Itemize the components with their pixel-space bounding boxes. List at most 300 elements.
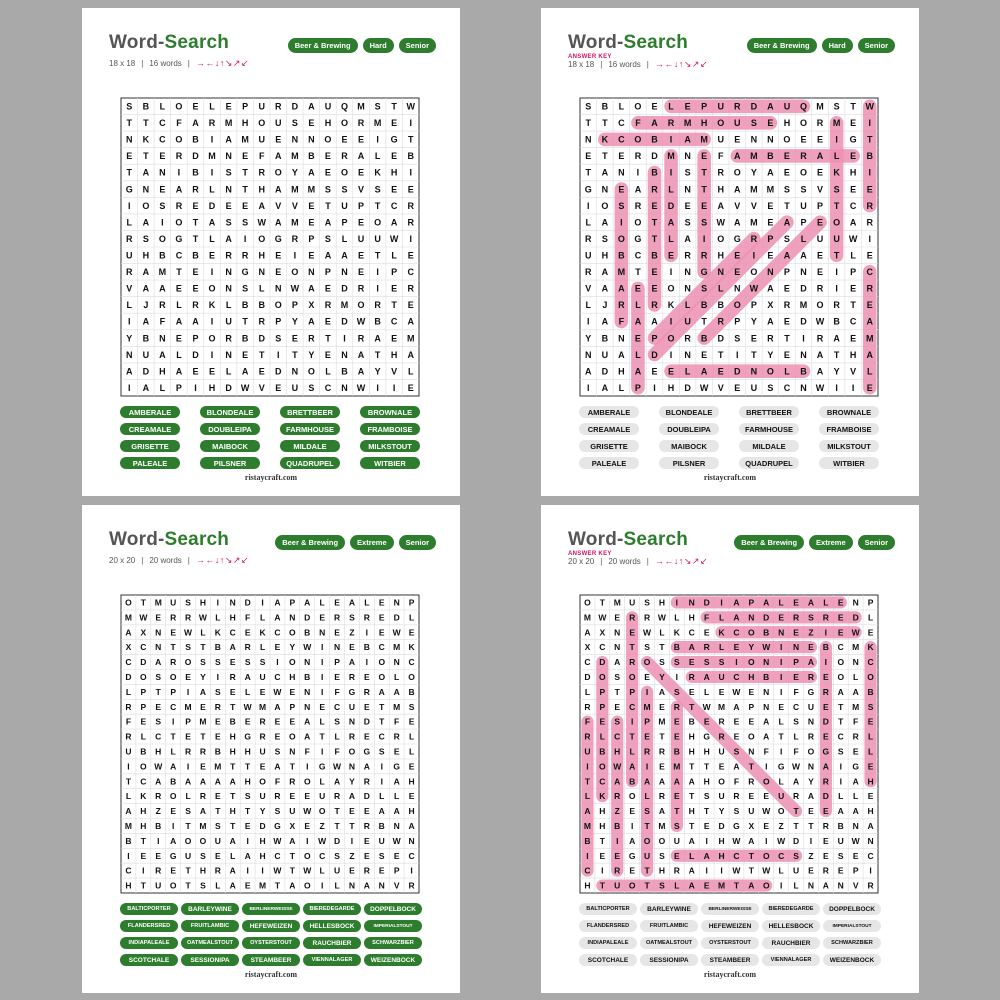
grid-letter: S bbox=[200, 657, 206, 668]
tag-hard: Hard bbox=[363, 38, 394, 53]
grid-letter: W bbox=[848, 233, 858, 244]
word-list-item: MILKSTOUT bbox=[360, 440, 420, 452]
word-list-item: BRETTBEER bbox=[280, 406, 340, 418]
word-list-item: OYSTERSTOUT bbox=[242, 937, 300, 949]
grid-letter: T bbox=[585, 167, 592, 178]
grid-letter: H bbox=[244, 746, 251, 757]
word-list-item: IMPERIALSTOUT bbox=[823, 920, 881, 932]
grid-letter: E bbox=[767, 200, 774, 211]
grid-letter: A bbox=[244, 672, 251, 683]
grid-letter: N bbox=[807, 880, 815, 891]
grid-letter: R bbox=[199, 791, 207, 802]
word-list-item: QUADRUPEL bbox=[280, 457, 340, 469]
grid-letter: K bbox=[142, 134, 150, 145]
grid-letter: E bbox=[358, 267, 365, 278]
grid-letter: S bbox=[800, 184, 807, 195]
grid-letter: E bbox=[823, 701, 829, 712]
grid-letter: T bbox=[793, 806, 799, 817]
grid-letter: I bbox=[365, 627, 369, 638]
grid-letter: T bbox=[185, 821, 191, 832]
grid-letter: I bbox=[409, 167, 412, 178]
grid-letter: I bbox=[587, 316, 590, 327]
grid-letter: G bbox=[318, 761, 326, 772]
grid-letter: W bbox=[318, 835, 327, 846]
word-list-item: MILDALE bbox=[280, 440, 340, 452]
grid-letter: I bbox=[210, 316, 214, 327]
grid-letter: E bbox=[408, 791, 415, 802]
grid-letter: S bbox=[225, 167, 232, 178]
grid-letter: E bbox=[215, 850, 221, 861]
grid-letter: N bbox=[225, 184, 232, 195]
grid-letter: V bbox=[585, 283, 592, 294]
grid-letter: E bbox=[155, 701, 162, 712]
grid-letter: E bbox=[867, 716, 874, 727]
word-list-item: FLANDERSRED bbox=[579, 920, 637, 932]
grid-letter: R bbox=[618, 300, 625, 311]
grid-letter: A bbox=[688, 835, 695, 846]
grid-letter: F bbox=[618, 316, 625, 327]
title-search: Search bbox=[623, 32, 689, 53]
grid-letter: L bbox=[126, 300, 133, 311]
separator: | bbox=[600, 557, 603, 566]
grid-letter: M bbox=[683, 118, 692, 129]
grid-letter: D bbox=[800, 283, 807, 294]
grid-letter: P bbox=[358, 200, 365, 211]
grid-letter: L bbox=[225, 300, 232, 311]
grid-letter: A bbox=[363, 761, 370, 772]
grid-letter: O bbox=[289, 657, 296, 668]
grid-letter: W bbox=[598, 612, 607, 623]
grid-letter: O bbox=[748, 657, 755, 668]
grid-letter: U bbox=[614, 880, 621, 891]
grid-letter: T bbox=[674, 806, 680, 817]
grid-letter: A bbox=[125, 806, 132, 817]
grid-letter: D bbox=[792, 835, 800, 846]
grid-letter: S bbox=[242, 217, 249, 228]
grid-letter: P bbox=[599, 686, 606, 697]
grid-letter: C bbox=[629, 701, 636, 712]
grid-letter: W bbox=[392, 627, 401, 638]
word-list-item: BERLINERWEISSE bbox=[242, 903, 300, 915]
grid-letter: M bbox=[673, 761, 681, 772]
grid-letter: A bbox=[348, 657, 356, 668]
grid-letter: F bbox=[394, 716, 400, 727]
grid-letter: E bbox=[192, 283, 199, 294]
word-list-item: WITBIER bbox=[360, 457, 420, 469]
grid-letter: A bbox=[229, 880, 236, 891]
grid-letter: I bbox=[586, 761, 589, 772]
grid-letter: I bbox=[128, 382, 131, 393]
grid-letter: W bbox=[273, 686, 282, 697]
grid-letter: E bbox=[800, 134, 807, 145]
grid-letter: O bbox=[303, 850, 311, 861]
grid-letter: L bbox=[391, 250, 397, 261]
title-word: Word bbox=[109, 529, 158, 550]
grid-letter: T bbox=[659, 731, 665, 742]
grid-letter: E bbox=[334, 597, 340, 608]
grid-letter: L bbox=[853, 791, 859, 802]
grid-letter: B bbox=[767, 151, 774, 162]
grid-letter: R bbox=[244, 642, 251, 653]
grid-letter: E bbox=[701, 151, 708, 162]
grid-letter: W bbox=[333, 761, 342, 772]
grid-letter: W bbox=[273, 835, 282, 846]
grid-letter: M bbox=[208, 151, 216, 162]
grid-letter: G bbox=[807, 686, 815, 697]
grid-letter: E bbox=[634, 333, 641, 344]
grid-letter: T bbox=[230, 761, 236, 772]
grid-size: 20 x 20 bbox=[568, 557, 595, 566]
grid-letter: N bbox=[852, 597, 859, 608]
grid-letter: O bbox=[762, 880, 770, 891]
grid-letter: Y bbox=[585, 333, 592, 344]
grid-letter: N bbox=[155, 627, 162, 638]
grid-letter: W bbox=[613, 761, 622, 772]
grid-letter: T bbox=[126, 118, 133, 129]
grid-letter: E bbox=[808, 865, 814, 876]
grid-letter: T bbox=[200, 731, 206, 742]
grid-letter: E bbox=[659, 761, 665, 772]
grid-letter: L bbox=[668, 233, 674, 244]
grid-letter: W bbox=[865, 101, 874, 112]
grid-letter: G bbox=[733, 233, 741, 244]
grid-letter: E bbox=[215, 716, 221, 727]
grid-letter: W bbox=[243, 701, 252, 712]
grid-letter: A bbox=[274, 761, 281, 772]
grid-letter: A bbox=[333, 776, 341, 787]
grid-letter: A bbox=[634, 184, 642, 195]
grid-letter: E bbox=[767, 250, 774, 261]
grid-letter: O bbox=[833, 217, 841, 228]
grid-letter: I bbox=[127, 850, 130, 861]
grid-letter: Y bbox=[750, 167, 757, 178]
grid-letter: K bbox=[214, 627, 221, 638]
grid-letter: A bbox=[601, 283, 609, 294]
grid-letter: I bbox=[587, 382, 590, 393]
grid-letter: D bbox=[142, 366, 150, 377]
grid-letter: R bbox=[170, 612, 177, 623]
grid-letter: U bbox=[816, 233, 824, 244]
grid-letter: C bbox=[274, 672, 281, 683]
grid-letter: G bbox=[274, 821, 281, 832]
grid-letter: H bbox=[700, 118, 708, 129]
grid-letter: O bbox=[733, 300, 741, 311]
grid-letter: W bbox=[732, 686, 741, 697]
grid-letter: U bbox=[601, 349, 609, 360]
grid-letter: I bbox=[835, 267, 838, 278]
grid-letter: R bbox=[634, 151, 642, 162]
word-count: 20 words bbox=[149, 556, 182, 565]
grid-letter: Y bbox=[259, 806, 266, 817]
grid-letter: A bbox=[634, 366, 642, 377]
grid-letter: O bbox=[274, 300, 282, 311]
grid-letter: R bbox=[126, 233, 133, 244]
word-list-item: BLONDEALE bbox=[200, 406, 260, 418]
grid-letter: P bbox=[748, 597, 755, 608]
grid-letter: A bbox=[601, 217, 609, 228]
grid-letter: R bbox=[585, 233, 592, 244]
grid-letter: N bbox=[348, 761, 356, 772]
grid-letter: E bbox=[391, 184, 398, 195]
grid-letter: L bbox=[784, 366, 790, 377]
grid-letter: V bbox=[734, 200, 741, 211]
grid-letter: T bbox=[140, 597, 146, 608]
grid-letter: V bbox=[275, 200, 282, 211]
grid-letter: D bbox=[651, 349, 658, 360]
word-list-item: FLANDERSRED bbox=[120, 920, 178, 932]
grid-letter: D bbox=[750, 101, 758, 112]
grid-letter: L bbox=[325, 366, 331, 377]
grid-letter: E bbox=[358, 217, 365, 228]
grid-letter: W bbox=[716, 217, 725, 228]
tag-beer-brewing: Beer & Brewing bbox=[275, 535, 345, 550]
grid-letter: R bbox=[816, 283, 824, 294]
grid-letter: H bbox=[259, 835, 266, 846]
grid-letter: G bbox=[703, 731, 710, 742]
grid-letter: T bbox=[185, 880, 191, 891]
grid-letter: H bbox=[241, 118, 249, 129]
word-list-item: WITBIER bbox=[819, 457, 879, 469]
grid-letter: M bbox=[865, 333, 874, 344]
grid-letter: T bbox=[599, 835, 605, 846]
grid-letter: P bbox=[391, 267, 398, 278]
grid-letter: T bbox=[689, 701, 695, 712]
grid-letter: O bbox=[777, 806, 785, 817]
grid-letter: D bbox=[584, 672, 591, 683]
grid-letter: L bbox=[140, 731, 146, 742]
grid-letter: N bbox=[852, 821, 859, 832]
grid-letter: O bbox=[378, 672, 386, 683]
grid-letter: E bbox=[378, 597, 385, 608]
grid-letter: A bbox=[734, 217, 741, 228]
grid-letter: D bbox=[140, 657, 147, 668]
grid-letter: M bbox=[718, 701, 726, 712]
grid-letter: N bbox=[867, 835, 874, 846]
grid-letter: I bbox=[586, 850, 589, 861]
grid-letter: O bbox=[750, 267, 758, 278]
grid-letter: E bbox=[850, 184, 857, 195]
grid-letter: R bbox=[673, 701, 680, 712]
grid-letter: T bbox=[334, 821, 340, 832]
grid-letter: N bbox=[341, 267, 348, 278]
grid-letter: I bbox=[779, 880, 783, 891]
grid-letter: R bbox=[333, 791, 341, 802]
grid-letter: Y bbox=[659, 672, 665, 683]
grid-letter: N bbox=[688, 597, 695, 608]
grid-letter: R bbox=[651, 184, 658, 195]
grid-letter: A bbox=[651, 118, 658, 129]
grid-letter: A bbox=[170, 761, 177, 772]
grid-letter: N bbox=[852, 657, 859, 668]
grid-letter: G bbox=[852, 761, 859, 772]
grid-letter: M bbox=[241, 134, 249, 145]
grid-letter: S bbox=[155, 672, 162, 683]
grid-letter: N bbox=[155, 642, 162, 653]
grid-letter: H bbox=[849, 349, 857, 360]
grid-letter: A bbox=[274, 701, 281, 712]
grid-letter: D bbox=[852, 612, 859, 623]
grid-letter: E bbox=[225, 101, 232, 112]
grid-letter: S bbox=[200, 850, 206, 861]
grid-letter: O bbox=[807, 746, 815, 757]
grid-letter: A bbox=[308, 167, 315, 178]
grid-letter: K bbox=[718, 627, 725, 638]
grid-letter: E bbox=[674, 731, 680, 742]
grid-letter: B bbox=[837, 821, 844, 832]
grid-letter: A bbox=[822, 880, 829, 891]
grid-letter: S bbox=[378, 746, 385, 757]
grid-letter: M bbox=[199, 821, 207, 832]
grid-letter: A bbox=[867, 821, 874, 832]
grid-letter: E bbox=[275, 250, 282, 261]
word-list-item: FRAMBOISE bbox=[819, 423, 879, 435]
grid-letter: A bbox=[170, 835, 177, 846]
grid-letter: O bbox=[628, 672, 636, 683]
grid-letter: E bbox=[334, 627, 340, 638]
grid-letter: C bbox=[324, 382, 332, 393]
word-list-item: SCHWARZBIER bbox=[823, 937, 881, 949]
grid-letter: M bbox=[307, 184, 316, 195]
grid-letter: I bbox=[392, 382, 396, 393]
grid-letter: A bbox=[658, 806, 666, 817]
grid-letter: L bbox=[176, 300, 182, 311]
tag-senior: Senior bbox=[399, 38, 436, 53]
grid-letter: M bbox=[259, 701, 267, 712]
grid-letter: S bbox=[142, 233, 149, 244]
grid-letter: P bbox=[192, 333, 199, 344]
grid-letter: C bbox=[140, 642, 147, 653]
grid-letter: M bbox=[700, 134, 708, 145]
grid-letter: I bbox=[869, 865, 872, 876]
grid-letter: E bbox=[793, 627, 799, 638]
grid-letter: G bbox=[244, 731, 251, 742]
grid-letter: W bbox=[762, 806, 771, 817]
word-list-item: BIEREDEGARDE bbox=[762, 903, 820, 915]
grid-letter: E bbox=[324, 167, 331, 178]
grid-letter: L bbox=[618, 382, 625, 393]
grid-letter: L bbox=[800, 233, 807, 244]
grid-letter: O bbox=[408, 672, 415, 683]
grid-letter: I bbox=[365, 657, 369, 668]
grid-letter: E bbox=[175, 333, 182, 344]
grid-letter: R bbox=[199, 746, 207, 757]
grid-letter: P bbox=[817, 200, 824, 211]
grid-letter: E bbox=[192, 366, 199, 377]
grid-letter: D bbox=[275, 366, 282, 377]
grid-letter: N bbox=[341, 382, 348, 393]
grid-letter: E bbox=[599, 716, 606, 727]
grid-letter: A bbox=[643, 776, 651, 787]
grid-letter: L bbox=[209, 233, 215, 244]
category-tags bbox=[734, 535, 895, 550]
grid-letter: A bbox=[733, 597, 740, 608]
grid-letter: H bbox=[140, 821, 147, 832]
grid-letter: I bbox=[186, 761, 190, 772]
grid-letter: Z bbox=[614, 806, 620, 817]
grid-letter: S bbox=[274, 746, 281, 757]
grid-letter: O bbox=[259, 776, 266, 787]
grid-letter: H bbox=[208, 382, 216, 393]
grid-letter: L bbox=[867, 746, 874, 757]
grid-letter: R bbox=[408, 880, 415, 891]
word-count: 16 words bbox=[608, 60, 641, 69]
grid-letter: I bbox=[194, 382, 197, 393]
grid-letter: S bbox=[734, 333, 741, 344]
grid-letter: E bbox=[349, 642, 355, 653]
grid-letter: E bbox=[391, 283, 398, 294]
grid-letter: A bbox=[142, 217, 150, 228]
grid-letter: N bbox=[348, 880, 356, 891]
grid-letter: S bbox=[684, 167, 691, 178]
grid-letter: S bbox=[614, 672, 621, 683]
grid-letter: E bbox=[225, 200, 232, 211]
grid-letter: A bbox=[733, 701, 740, 712]
grid-letter: E bbox=[378, 612, 385, 623]
grid-letter: I bbox=[171, 821, 175, 832]
grid-letter: O bbox=[169, 672, 177, 683]
grid-letter: T bbox=[701, 184, 707, 195]
grid-letter: C bbox=[599, 642, 606, 653]
grid-letter: C bbox=[378, 731, 385, 742]
grid-letter: T bbox=[751, 349, 757, 360]
grid-letter: I bbox=[261, 597, 264, 608]
grid-letter: O bbox=[717, 118, 725, 129]
grid-letter: B bbox=[651, 134, 658, 145]
grid-letter: E bbox=[823, 850, 829, 861]
grid-letter: T bbox=[833, 349, 840, 360]
grid-letter: E bbox=[289, 716, 296, 727]
grid-letter: T bbox=[155, 686, 161, 697]
word-list-item: GRISETTE bbox=[579, 440, 639, 452]
grid-letter: I bbox=[210, 267, 214, 278]
grid-letter: T bbox=[407, 134, 414, 145]
grid-letter: N bbox=[291, 134, 299, 145]
grid-letter: A bbox=[407, 316, 414, 327]
grid-letter: H bbox=[703, 776, 710, 787]
grid-letter: S bbox=[659, 657, 665, 668]
grid-letter: N bbox=[308, 134, 315, 145]
grid-letter: C bbox=[408, 657, 415, 668]
grid-letter: A bbox=[274, 612, 281, 623]
grid-letter: O bbox=[766, 366, 774, 377]
grid-letter: N bbox=[393, 597, 400, 608]
grid-letter: R bbox=[184, 612, 192, 623]
grid-letter: N bbox=[684, 283, 691, 294]
grid-letter: T bbox=[242, 316, 248, 327]
word-list bbox=[120, 406, 420, 469]
grid-letter: U bbox=[718, 672, 725, 683]
grid-letter: V bbox=[817, 184, 824, 195]
grid-letter: S bbox=[701, 283, 708, 294]
grid-letter: I bbox=[630, 821, 634, 832]
grid-letter: P bbox=[867, 597, 874, 608]
grid-letter: L bbox=[584, 791, 591, 802]
grid-letter: P bbox=[800, 217, 807, 228]
grid-letter: S bbox=[701, 217, 708, 228]
grid-letter: C bbox=[837, 642, 844, 653]
grid-letter: A bbox=[733, 612, 740, 623]
grid-letter: E bbox=[837, 612, 844, 623]
grid-letter: A bbox=[229, 865, 236, 876]
grid-letter: I bbox=[409, 233, 412, 244]
grid-letter: T bbox=[185, 865, 191, 876]
grid-letter: E bbox=[229, 686, 236, 697]
grid-letter: P bbox=[852, 865, 859, 876]
grid-letter: H bbox=[688, 731, 695, 742]
grid-letter: A bbox=[258, 200, 265, 211]
page-title bbox=[109, 32, 229, 54]
grid-letter: L bbox=[408, 746, 415, 757]
